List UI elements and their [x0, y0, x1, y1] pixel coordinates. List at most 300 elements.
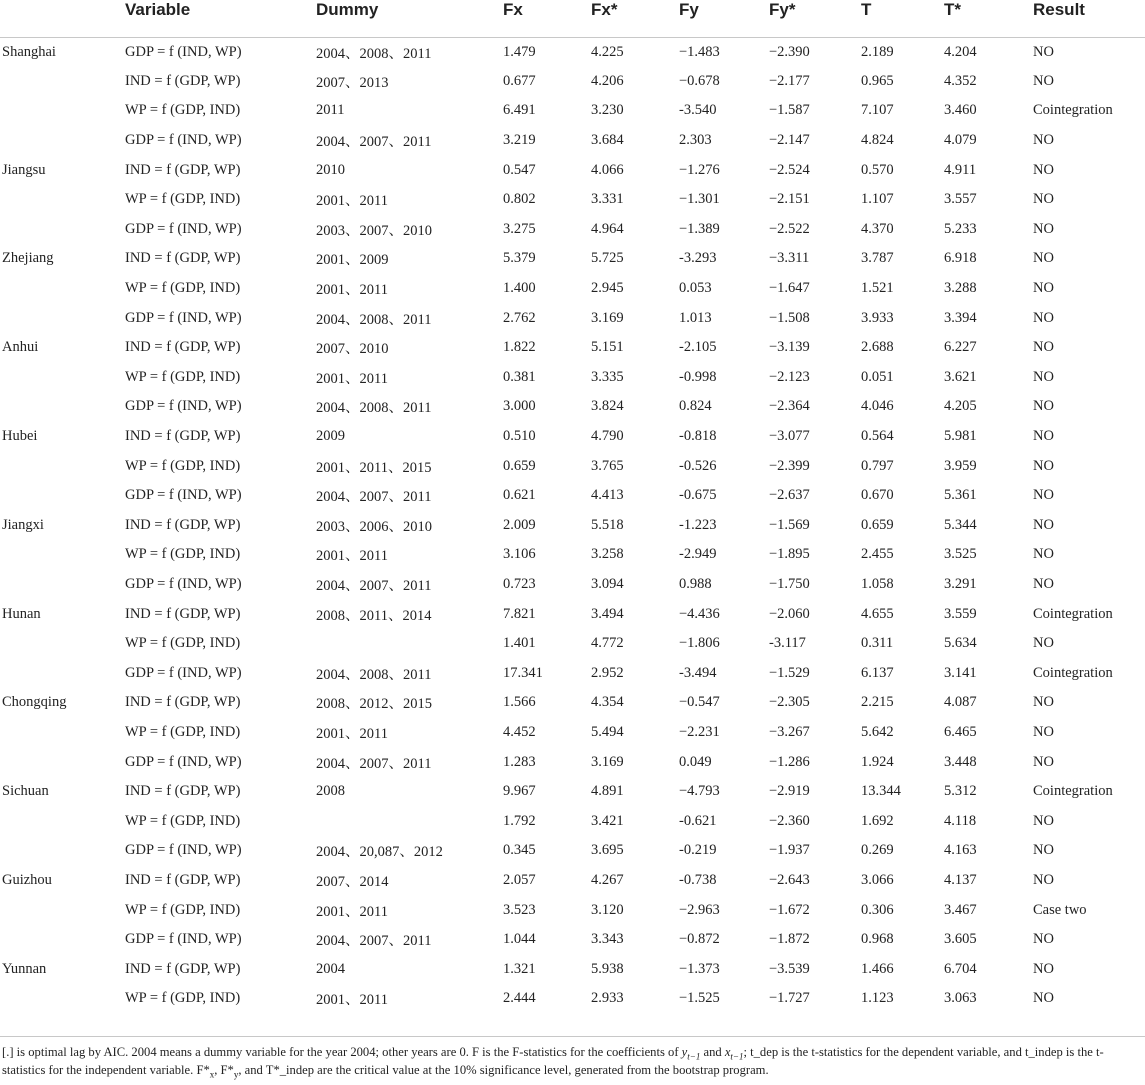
cell-variable: WP = f (GDP, IND)	[125, 812, 241, 829]
cell-dummy: 2001、2011	[316, 370, 388, 387]
table-row	[0, 274, 1145, 304]
cell-fx: 1.400	[503, 280, 536, 297]
cell-result: NO	[1033, 931, 1054, 948]
cell-fx: 17.341	[503, 664, 543, 681]
cell-variable: WP = f (GDP, IND)	[125, 191, 241, 208]
cell-result: NO	[1033, 339, 1054, 356]
cell-dummy: 2004	[316, 960, 345, 977]
cell-t-star: 3.557	[944, 191, 977, 208]
cell-fy-star: −2.919	[769, 783, 810, 800]
cell-variable: GDP = f (IND, WP)	[125, 664, 242, 681]
cell-result: NO	[1033, 457, 1054, 474]
cell-t: 4.655	[861, 605, 894, 622]
cell-fy: −0.678	[679, 72, 720, 89]
cell-dummy: 2008、2012、2015	[316, 696, 432, 713]
table-row	[0, 777, 1145, 807]
cell-dummy: 2001、2011	[316, 193, 388, 210]
cell-t: 6.137	[861, 664, 894, 681]
cell-result: Cointegration	[1033, 664, 1113, 681]
cell-result: NO	[1033, 635, 1054, 652]
cell-province: Chongqing	[2, 694, 67, 711]
cell-province	[0, 895, 125, 925]
cell-fx: 2.009	[503, 516, 536, 533]
cell-province	[0, 836, 125, 866]
cell-t-star: 4.137	[944, 871, 977, 888]
cell-t-star: 3.291	[944, 575, 977, 592]
cell-result: NO	[1033, 575, 1054, 592]
cell-province	[0, 67, 125, 97]
footer-divider	[0, 1036, 1145, 1037]
cell-t-star: 4.079	[944, 132, 977, 149]
cell-result: NO	[1033, 280, 1054, 297]
cell-dummy: 2009	[316, 428, 345, 445]
cell-dummy: 2001、2011、2015	[316, 459, 432, 476]
cell-fx-star: 3.120	[591, 901, 624, 918]
cell-fy: -0.998	[679, 368, 717, 385]
table-row	[0, 925, 1145, 955]
cell-dummy: 2004、2008、2011	[316, 666, 432, 683]
table-row	[0, 658, 1145, 688]
cell-fy-star: −1.727	[769, 990, 810, 1007]
table-row	[0, 599, 1145, 629]
cell-province	[0, 540, 125, 570]
cell-fy-star: −2.364	[769, 398, 810, 415]
footnote-and: and	[700, 1045, 725, 1059]
cell-province: Jiangxi	[2, 516, 44, 533]
cell-fx: 0.621	[503, 487, 536, 504]
cell-fx-star: 3.824	[591, 398, 624, 415]
cell-fx-star: 3.169	[591, 309, 624, 326]
cell-variable: WP = f (GDP, IND)	[125, 635, 241, 652]
cell-province	[0, 96, 125, 126]
table-row	[0, 984, 1145, 1014]
header-province	[0, 0, 125, 37]
cell-province	[0, 185, 125, 215]
footnote-text-1: [.] is optimal lag by AIC. 2004 means a dummy variable for the year 2004; other years are 0. F is the F-statistics for the coefficients of	[2, 1045, 682, 1059]
header-fy-star: Fy*	[769, 0, 861, 37]
cell-fy: 1.013	[679, 309, 712, 326]
cell-t-star: 6.465	[944, 723, 977, 740]
cell-fx-star: 5.938	[591, 960, 624, 977]
cell-fy-star: −1.672	[769, 901, 810, 918]
table-row	[0, 126, 1145, 156]
header-dummy: Dummy	[316, 0, 503, 37]
cell-dummy: 2008	[316, 783, 345, 800]
cell-t: 0.968	[861, 931, 894, 948]
cell-dummy: 2003、2007、2010	[316, 222, 432, 239]
cell-variable: GDP = f (IND, WP)	[125, 220, 242, 237]
cell-fy: -0.738	[679, 871, 717, 888]
cell-variable: IND = f (GDP, WP)	[125, 428, 241, 445]
cell-fy-star: -3.117	[769, 635, 806, 652]
cell-t-star: 3.621	[944, 368, 977, 385]
cell-t: 0.051	[861, 368, 894, 385]
cell-t-star: 3.394	[944, 309, 977, 326]
header-fx: Fx	[503, 0, 591, 37]
table-row	[0, 718, 1145, 748]
cell-province: Hubei	[2, 428, 38, 445]
cell-fx: 0.510	[503, 428, 536, 445]
cell-dummy: 2004、2007、2011	[316, 933, 432, 950]
cell-fx: 6.491	[503, 102, 536, 119]
cell-dummy: 2001、2011	[316, 282, 388, 299]
cell-fx: 1.401	[503, 635, 536, 652]
cell-result: NO	[1033, 161, 1054, 178]
table-row	[0, 333, 1145, 363]
cell-t-star: 5.344	[944, 516, 977, 533]
table-row	[0, 37, 1145, 67]
cell-fx-star: 3.169	[591, 753, 624, 770]
cell-variable: GDP = f (IND, WP)	[125, 575, 242, 592]
cell-fy: -2.949	[679, 546, 717, 563]
cell-t-star: 4.204	[944, 43, 977, 60]
cell-fy-star: −2.399	[769, 457, 810, 474]
cell-result: Case two	[1033, 901, 1087, 918]
cell-fy: -0.818	[679, 428, 717, 445]
cell-fy-star: −2.177	[769, 72, 810, 89]
cell-t-star: 4.352	[944, 72, 977, 89]
cell-province: Guizhou	[2, 871, 52, 888]
cell-t: 2.189	[861, 43, 894, 60]
cell-fy: −1.301	[679, 191, 720, 208]
cell-t: 1.924	[861, 753, 894, 770]
cell-fx: 2.762	[503, 309, 536, 326]
cell-fy: −2.963	[679, 901, 720, 918]
cell-variable: IND = f (GDP, WP)	[125, 72, 241, 89]
cell-fx-star: 5.151	[591, 339, 624, 356]
cell-dummy: 2007、2013	[316, 74, 389, 91]
cell-fy-star: −1.529	[769, 664, 810, 681]
cell-fx-star: 3.494	[591, 605, 624, 622]
cell-dummy	[316, 629, 503, 659]
cell-fx: 0.677	[503, 72, 536, 89]
cell-result: NO	[1033, 960, 1054, 977]
cell-fx: 9.967	[503, 783, 536, 800]
header-t: T	[861, 0, 944, 37]
cell-province: Jiangsu	[2, 161, 46, 178]
cell-fx-star: 4.772	[591, 635, 624, 652]
cell-t: 2.688	[861, 339, 894, 356]
cell-t-star: 5.634	[944, 635, 977, 652]
table-row	[0, 629, 1145, 659]
cell-t-star: 5.981	[944, 428, 977, 445]
cell-province: Zhejiang	[2, 250, 54, 267]
table-row	[0, 422, 1145, 452]
cell-dummy: 2004、2007、2011	[316, 755, 432, 772]
cell-fx: 1.792	[503, 812, 536, 829]
footnote-text-2: ; t_dep is the t-statistics for the dependent variable, and t_indep is the t-statistics for the independent variable. F*	[2, 1045, 1104, 1077]
cell-dummy: 2001、2011	[316, 725, 388, 742]
cell-fy-star: −2.060	[769, 605, 810, 622]
cell-t: 3.787	[861, 250, 894, 267]
table-row	[0, 392, 1145, 422]
cell-fx: 4.452	[503, 723, 536, 740]
cell-result: NO	[1033, 220, 1054, 237]
table-footnote	[2, 1043, 1143, 1079]
cell-fx: 7.821	[503, 605, 536, 622]
cell-fx: 3.106	[503, 546, 536, 563]
header-variable: Variable	[125, 0, 316, 37]
cell-fy-star: −3.539	[769, 960, 810, 977]
table-row	[0, 570, 1145, 600]
cell-variable: GDP = f (IND, WP)	[125, 132, 242, 149]
header-fx-star: Fx*	[591, 0, 679, 37]
cell-variable: IND = f (GDP, WP)	[125, 339, 241, 356]
cell-variable: IND = f (GDP, WP)	[125, 516, 241, 533]
cell-fx-star: 4.891	[591, 783, 624, 800]
cell-province: Hunan	[2, 605, 41, 622]
cell-t-star: 3.559	[944, 605, 977, 622]
cell-t: 0.670	[861, 487, 894, 504]
cell-result: NO	[1033, 487, 1054, 504]
cell-fy-star: −2.360	[769, 812, 810, 829]
table-row	[0, 954, 1145, 984]
cell-t-star: 3.959	[944, 457, 977, 474]
cell-t-star: 6.704	[944, 960, 977, 977]
cell-variable: WP = f (GDP, IND)	[125, 102, 241, 119]
cell-fy: −4.793	[679, 783, 720, 800]
cell-fx-star: 4.354	[591, 694, 624, 711]
cell-fx-star: 3.684	[591, 132, 624, 149]
cell-fx-star: 2.952	[591, 664, 624, 681]
table-row	[0, 866, 1145, 896]
cell-fy-star: −1.569	[769, 516, 810, 533]
cell-variable: GDP = f (IND, WP)	[125, 842, 242, 859]
cell-t-star: 4.205	[944, 398, 977, 415]
cell-variable: WP = f (GDP, IND)	[125, 368, 241, 385]
cell-fx: 2.057	[503, 871, 536, 888]
cell-province: Shanghai	[2, 43, 56, 60]
cell-result: NO	[1033, 43, 1054, 60]
cell-fx-star: 3.335	[591, 368, 624, 385]
cell-province	[0, 392, 125, 422]
cell-fy-star: −2.637	[769, 487, 810, 504]
cell-variable: GDP = f (IND, WP)	[125, 309, 242, 326]
cell-province	[0, 303, 125, 333]
cell-fy: 2.303	[679, 132, 712, 149]
cell-variable: GDP = f (IND, WP)	[125, 398, 242, 415]
cell-t: 1.123	[861, 990, 894, 1007]
cell-result: NO	[1033, 398, 1054, 415]
cell-fx: 0.381	[503, 368, 536, 385]
cell-variable: IND = f (GDP, WP)	[125, 960, 241, 977]
cell-t-star: 5.361	[944, 487, 977, 504]
table-row	[0, 303, 1145, 333]
cell-fx: 1.044	[503, 931, 536, 948]
cell-province	[0, 215, 125, 245]
cell-t: 0.570	[861, 161, 894, 178]
cell-fy: -0.526	[679, 457, 717, 474]
cell-t: 0.659	[861, 516, 894, 533]
cell-fx-star: 4.964	[591, 220, 624, 237]
cell-fx: 0.802	[503, 191, 536, 208]
cell-result: NO	[1033, 72, 1054, 89]
cell-dummy: 2004、2008、2011	[316, 45, 432, 62]
cell-province: Yunnan	[2, 960, 47, 977]
cell-t: 5.642	[861, 723, 894, 740]
cell-fy: -0.219	[679, 842, 717, 859]
table-row	[0, 363, 1145, 393]
cell-fx-star: 2.933	[591, 990, 624, 1007]
cell-fy: -1.223	[679, 516, 717, 533]
cell-fx-star: 5.518	[591, 516, 624, 533]
cell-t: 3.933	[861, 309, 894, 326]
footnote-y-subscript: t−1	[687, 1051, 701, 1062]
cell-t-star: 3.467	[944, 901, 977, 918]
cell-fy-star: −3.311	[769, 250, 810, 267]
cell-fx: 1.321	[503, 960, 536, 977]
cell-province	[0, 481, 125, 511]
cell-fx: 0.659	[503, 457, 536, 474]
cell-fx-star: 4.206	[591, 72, 624, 89]
cell-t-star: 4.087	[944, 694, 977, 711]
cell-result: Cointegration	[1033, 102, 1113, 119]
cell-t: 7.107	[861, 102, 894, 119]
cell-t: 2.215	[861, 694, 894, 711]
cell-t: 0.797	[861, 457, 894, 474]
cell-result: NO	[1033, 871, 1054, 888]
cell-fy: -0.675	[679, 487, 717, 504]
cell-dummy: 2004、2007、2011	[316, 489, 432, 506]
cell-variable: WP = f (GDP, IND)	[125, 280, 241, 297]
table-row	[0, 747, 1145, 777]
cell-fx-star: 4.413	[591, 487, 624, 504]
cell-dummy: 2003、2006、2010	[316, 518, 432, 535]
cell-province	[0, 274, 125, 304]
footnote-separator: , F*	[214, 1063, 234, 1077]
table-row	[0, 511, 1145, 541]
cell-fy: −1.373	[679, 960, 720, 977]
cell-fx: 2.444	[503, 990, 536, 1007]
cell-fx: 1.566	[503, 694, 536, 711]
cell-dummy: 2008、2011、2014	[316, 607, 432, 624]
cell-result: NO	[1033, 191, 1054, 208]
cell-t: 1.466	[861, 960, 894, 977]
cell-fy: -3.494	[679, 664, 717, 681]
cell-province	[0, 126, 125, 156]
cell-fy: -3.293	[679, 250, 717, 267]
cell-fy: −2.231	[679, 723, 720, 740]
cell-t: 4.046	[861, 398, 894, 415]
cell-dummy: 2007、2014	[316, 873, 389, 890]
cell-fx-star: 2.945	[591, 280, 624, 297]
cell-province: Anhui	[2, 339, 39, 356]
table-row	[0, 895, 1145, 925]
cell-fx: 1.283	[503, 753, 536, 770]
cell-fx-star: 3.258	[591, 546, 624, 563]
cell-province	[0, 363, 125, 393]
cell-t-star: 5.233	[944, 220, 977, 237]
cell-result: NO	[1033, 723, 1054, 740]
cell-t-star: 3.141	[944, 664, 977, 681]
cell-variable: IND = f (GDP, WP)	[125, 161, 241, 178]
cell-variable: IND = f (GDP, WP)	[125, 871, 241, 888]
cell-t: 0.311	[861, 635, 894, 652]
cell-fy-star: −1.895	[769, 546, 810, 563]
cell-fy-star: −1.508	[769, 309, 810, 326]
cell-dummy	[316, 806, 503, 836]
cell-result: NO	[1033, 546, 1054, 563]
cell-dummy: 2004、2008、2011	[316, 311, 432, 328]
cell-variable: IND = f (GDP, WP)	[125, 694, 241, 711]
table-row	[0, 481, 1145, 511]
cell-variable: IND = f (GDP, WP)	[125, 250, 241, 267]
cell-fx-star: 3.331	[591, 191, 624, 208]
cell-result: Cointegration	[1033, 783, 1113, 800]
cell-result: NO	[1033, 694, 1054, 711]
cell-fy-star: −2.524	[769, 161, 810, 178]
cell-province	[0, 806, 125, 836]
cell-result: NO	[1033, 132, 1054, 149]
cell-province	[0, 747, 125, 777]
cell-fy-star: −2.151	[769, 191, 810, 208]
cell-fx-star: 4.790	[591, 428, 624, 445]
cell-t-star: 3.063	[944, 990, 977, 1007]
cell-t-star: 5.312	[944, 783, 977, 800]
cell-fx-star: 4.066	[591, 161, 624, 178]
footnote-y-variable: y	[681, 1045, 688, 1059]
cell-t-star: 6.227	[944, 339, 977, 356]
cell-variable: WP = f (GDP, IND)	[125, 901, 241, 918]
cell-fy-star: −1.587	[769, 102, 810, 119]
cell-result: NO	[1033, 753, 1054, 770]
table-row	[0, 688, 1145, 718]
cell-t: 0.269	[861, 842, 894, 859]
table-row	[0, 67, 1145, 97]
table-row	[0, 96, 1145, 126]
cell-fx: 5.379	[503, 250, 536, 267]
cell-dummy: 2001、2009	[316, 252, 389, 269]
cell-t: 13.344	[861, 783, 901, 800]
table-body	[0, 37, 1145, 1014]
cell-fy: 0.824	[679, 398, 712, 415]
cell-t-star: 3.525	[944, 546, 977, 563]
cell-t-star: 3.288	[944, 280, 977, 297]
cell-t-star: 3.448	[944, 753, 977, 770]
cell-fx: 3.275	[503, 220, 536, 237]
cell-fy: -3.540	[679, 102, 717, 119]
cell-dummy: 2001、2011	[316, 903, 388, 920]
cell-fy-star: −2.305	[769, 694, 810, 711]
cell-variable: IND = f (GDP, WP)	[125, 605, 241, 622]
cell-province	[0, 658, 125, 688]
cell-fy-star: −2.147	[769, 132, 810, 149]
table-row	[0, 155, 1145, 185]
header-row	[0, 0, 1145, 37]
cell-province	[0, 925, 125, 955]
cell-t: 1.107	[861, 191, 894, 208]
cell-fx: 3.219	[503, 132, 536, 149]
cell-fy-star: −1.750	[769, 575, 810, 592]
cell-fy: 0.053	[679, 280, 712, 297]
cell-fy-star: −2.390	[769, 43, 810, 60]
cell-dummy: 2001、2011	[316, 992, 388, 1009]
cell-variable: IND = f (GDP, WP)	[125, 783, 241, 800]
cell-province: Sichuan	[2, 783, 49, 800]
cell-dummy: 2011	[316, 102, 345, 119]
cell-t-star: 6.918	[944, 250, 977, 267]
cell-fy: 0.049	[679, 753, 712, 770]
cell-fy: −1.525	[679, 990, 720, 1007]
cell-fx: 3.523	[503, 901, 536, 918]
cell-fy-star: −1.647	[769, 280, 810, 297]
cell-result: NO	[1033, 516, 1054, 533]
footnote-fx-subscript: x	[209, 1069, 215, 1080]
cell-result: NO	[1033, 990, 1054, 1007]
cell-dummy: 2007、2010	[316, 341, 389, 358]
table-row	[0, 244, 1145, 274]
cell-variable: GDP = f (IND, WP)	[125, 43, 242, 60]
